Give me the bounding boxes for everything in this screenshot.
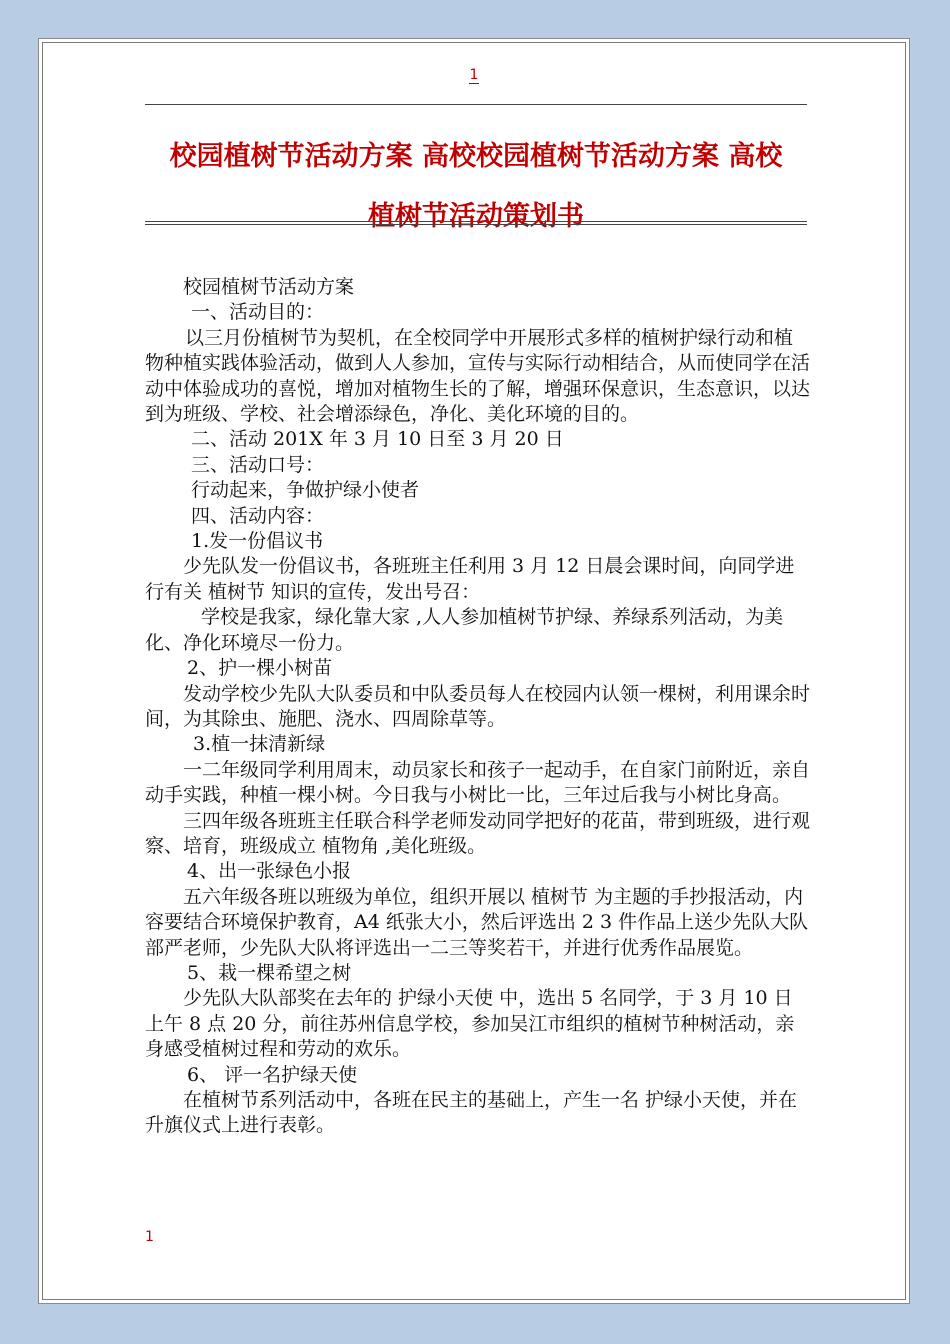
paragraph: 校园植树节活动方案 xyxy=(183,276,355,298)
document-page xyxy=(38,38,910,1304)
title-line-2: 植树节活动策划书 xyxy=(368,201,584,232)
paragraph: 三、活动口号： xyxy=(191,453,325,476)
header-rule xyxy=(145,104,807,105)
paragraph: 4、出一张绿色小报 xyxy=(187,860,352,883)
footer-page-number: 1 xyxy=(145,1229,154,1245)
paragraph: 发动学校少先队大队委员和中队委员每人在校园内认领一棵树，利用课余时间，为其除虫、施肥、浇水、四周除草等。 xyxy=(145,682,811,730)
paragraph: 少先队发一份倡议书，各班班主任利用 3 月 12 日晨会课时间，向同学进行有关 植树节 知识的宣传，发出号召： xyxy=(145,555,795,603)
paragraph: 以三月份植树节为契机，在全校同学中开展形式多样的植树护绿行动和植物种植实践体验活动，做到人人参加，宣传与实际行动相结合，从而使同学在活动中体验成功的喜悦，增加对植物生长的了解，增强环保意识，生态意识，以达到为班级、学校、社会增添绿色，净化、美化环境的目的。 xyxy=(145,326,811,426)
paragraph: 5、栽一棵希望之树 xyxy=(187,961,352,984)
paragraph: 少先队大队部奖在去年的 护绿小天使 中，选出 5 名同学，于 3 月 10 日上午 8 点 20 分，前往苏州信息学校，参加吴江市组织的植树节种树活动，亲身感受植树过程和劳动的欢乐。 xyxy=(145,987,795,1061)
paragraph: 一、活动目的： xyxy=(191,301,325,324)
title-rule xyxy=(145,221,807,225)
paragraph: 四、活动内容： xyxy=(191,504,325,527)
paragraph: 6、 评一名护绿天使 xyxy=(187,1063,358,1086)
paragraph: 在植树节系列活动中，各班在民主的基础上，产生一名 护绿小天使，并在升旗仪式上进行表彰。 xyxy=(145,1089,798,1137)
paragraph: 五六年级各班以班级为单位，组织开展以 植树节 为主题的手抄报活动，内容要结合环境保护教育，A4 纸张大小，然后评选出 2 3 件作品上送少先队大队部严老师，少先队大队将评选出一二三等奖若干，并进行优秀作品展览。 xyxy=(145,885,809,959)
paragraph: 3.植一抹清新绿 xyxy=(193,733,326,756)
paragraph: 学校是我家，绿化靠大家 ,人人参加植树节护绿、养绿系列活动，为美化、净化环境尽一份力。 xyxy=(145,606,784,654)
paragraph: 行动起来，争做护绿小使者 xyxy=(191,479,420,502)
paragraph: 二、活动 201X 年 3 月 10 日至 3 月 20 日 xyxy=(191,428,564,451)
paragraph: 1.发一份倡议书 xyxy=(191,530,324,553)
header-page-number: 1 xyxy=(469,67,479,83)
title-line-1: 校园植树节活动方案 高校校园植树节活动方案 高校 xyxy=(169,141,783,172)
paragraph: 一二年级同学利用周末，动员家长和孩子一起动手，在自家门前附近，亲自动手实践，种植一棵小树。今日我与小树比一比，三年过后我与小树比身高。 xyxy=(145,758,811,807)
document-title xyxy=(145,127,807,247)
document-body xyxy=(145,275,811,1139)
paragraph: 三四年级各班班主任联合科学老师发动同学把好的花苗，带到班级，进行观察、培育，班级成立 植物角 ,美化班级。 xyxy=(145,809,811,857)
paragraph: 2、护一棵小树苗 xyxy=(187,657,333,680)
